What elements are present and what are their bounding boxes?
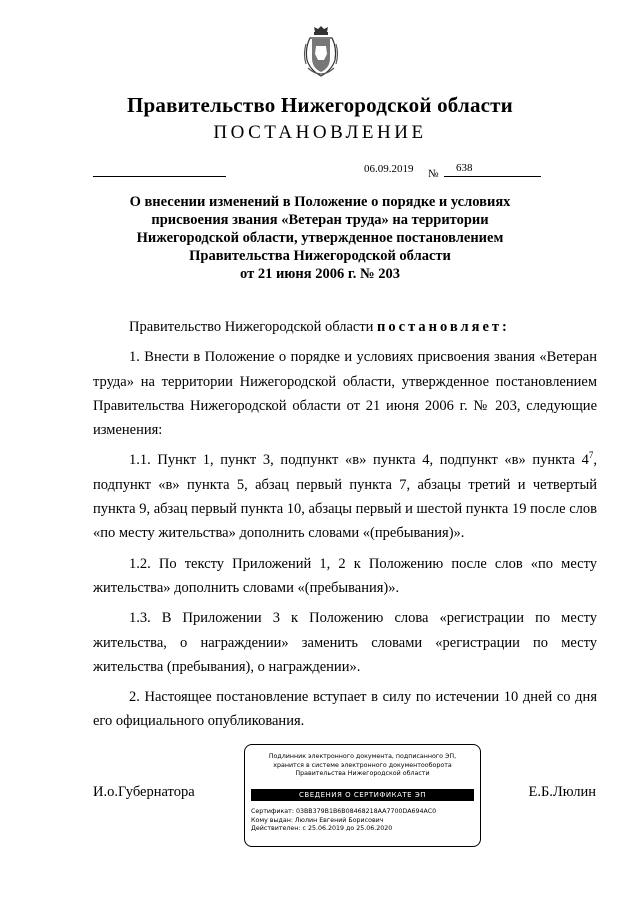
document-number: 638 <box>444 162 541 177</box>
document-body <box>93 315 597 740</box>
subject-line: присвоения звания «Ветеран труда» на территории <box>151 212 489 228</box>
government-title: Правительство Нижегородской области <box>127 93 513 117</box>
paragraph-2: 2. Настоящее постановление вступает в силу по истечении 10 дней со дня его официального опубликования. <box>93 689 597 730</box>
stamp-header <box>245 753 480 779</box>
certificate-owner: Кому выдан: Люлин Евгений Борисович <box>251 816 384 824</box>
paragraph-1: 1. Внести в Положение о порядке и условиях присвоения звания «Ветеран труда» на территории Нижегородской области, утвержденное постановлением Правительства Нижегородской области от 21 июня 2006 г. № 203, следующие изменения: <box>93 349 597 439</box>
document-date: 06.09.2019 <box>364 163 414 175</box>
intro-prefix: Правительство Нижегородской области <box>129 319 374 335</box>
subject-line: Нижегородской области, утвержденное постановлением <box>136 230 504 246</box>
stamp-header-line: Подлинник электронного документа, подписанного ЭП, <box>268 753 457 760</box>
resolution-keyword: постановляет: <box>377 319 510 335</box>
certificate-validity: Действителен: с 25.06.2019 до 25.06.2020 <box>251 825 393 832</box>
intro-paragraph <box>93 315 597 339</box>
signer-title: И.о.Губернатора <box>93 784 195 800</box>
stamp-header-line: хранится в системе электронного документооборота <box>273 761 452 769</box>
document-subject <box>120 193 520 283</box>
paragraph-1-1 <box>93 448 597 545</box>
paragraph-1-1-part-b: , подпункт «в» пункта 5, абзац первый пункта 7, абзацы третий и четвертый пункта 9, абзац первый пункта 10, абзацы первый и шестой пункта 19 после слов «по месту жительства» дополнить словами «(пребывания)». <box>93 452 597 542</box>
stamp-certificate-bar: СВЕДЕНИЯ О СЕРТИФИКАТЕ ЭП <box>251 789 474 802</box>
coat-of-arms-icon <box>302 24 340 80</box>
stamp-header-line: Правительства Нижегородской области <box>295 770 430 777</box>
paragraph-1-1-part-a: 1.1. Пункт 1, пункт 3, подпункт «в» пункта 4, подпункт «в» пункта 4 <box>129 452 589 469</box>
certificate-serial: Сертификат: 03BB379B1B6B08468218AA7700DA694AC0 <box>251 808 437 815</box>
blank-date-line <box>93 176 226 177</box>
document-type: ПОСТАНОВЛЕНИЕ <box>213 122 427 143</box>
paragraph-1-2: 1.2. По тексту Приложений 1, 2 к Положению после слов «по месту жительства» дополнить словами «(пребывания)». <box>93 555 597 596</box>
subject-line: от 21 июня 2006 г. № 203 <box>240 266 400 282</box>
stamp-details <box>245 808 480 834</box>
subject-line: Правительства Нижегородской области <box>189 248 451 264</box>
signer-name: Е.Б.Люлин <box>528 784 596 800</box>
paragraph-1-3: 1.3. В Приложении 3 к Положению слова «регистрации по месту жительства, о награждении» заменить словами «регистрации по месту жительства (пребывания), о награждении». <box>93 610 597 675</box>
superscript: 7 <box>588 450 594 461</box>
subject-line: О внесении изменений в Положение о порядке и условиях <box>129 194 511 210</box>
electronic-signature-stamp <box>244 744 481 847</box>
number-sign: № <box>428 168 439 180</box>
